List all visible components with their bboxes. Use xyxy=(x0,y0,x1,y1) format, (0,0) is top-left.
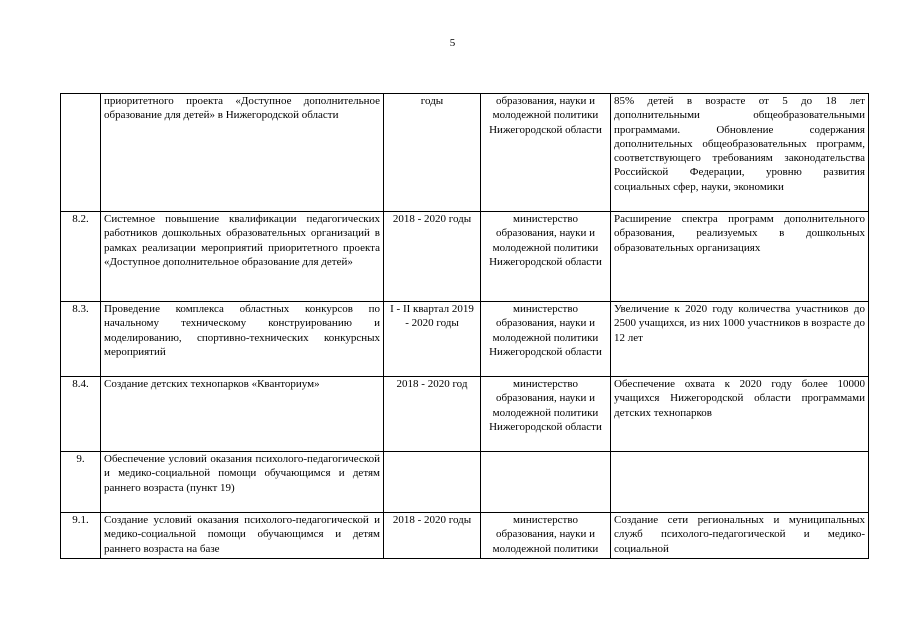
row-number: 8.3. xyxy=(61,302,101,377)
result-cell: Увеличение к 2020 году количества участников до 2500 учащихся, из них 1000 участников в возрасте до 12 лет xyxy=(611,302,869,377)
activity-cell: Проведение комплекса областных конкурсов по начальному техническому конструированию и моделированию, спортивно-технических конкурсных мероприятий xyxy=(101,302,384,377)
term-cell xyxy=(384,452,481,513)
page-number: 5 xyxy=(449,37,456,49)
result-cell: Обеспечение охвата к 2020 году более 10000 учащихся Нижегородской области программами детских технопарков xyxy=(611,377,869,452)
executor-cell: министерство образования, науки и молодежной политики Нижегородской области xyxy=(481,212,611,302)
table-row xyxy=(61,513,869,559)
activity-table xyxy=(60,93,869,559)
table-row xyxy=(61,452,869,513)
row-number xyxy=(61,94,101,212)
term-cell: I - II квартал 2019 - 2020 годы xyxy=(384,302,481,377)
table-row xyxy=(61,302,869,377)
term-cell: 2018 - 2020 годы xyxy=(384,212,481,302)
activity-cell: Создание детских технопарков «Кванториум» xyxy=(101,377,384,452)
result-cell: Расширение спектра программ дополнительного образования, реализуемых в дошкольных образовательных организациях xyxy=(611,212,869,302)
activity-cell: Системное повышение квалификации педагогических работников дошкольных образовательных организаций в рамках реализации мероприятий приоритетного проекта «Доступное дополнительное образование для детей» xyxy=(101,212,384,302)
table-row xyxy=(61,377,869,452)
executor-cell: образования, науки и молодежной политики Нижегородской области xyxy=(481,94,611,212)
executor-cell: министерство образования, науки и молодежной политики xyxy=(481,513,611,559)
result-cell: 85% детей в возрасте от 5 до 18 лет дополнительными общеобразовательными программами. Обновление содержания дополнительных общеобразовательных программ, соответствующего требованиям законодательства Российской Федерации, уровню развития социальных сфер, науки, экономики xyxy=(611,94,869,212)
result-cell: Создание сети региональных и муниципальных служб психолого-педагогической и медико-социальной xyxy=(611,513,869,559)
row-number: 9. xyxy=(61,452,101,513)
executor-cell xyxy=(481,452,611,513)
table-row xyxy=(61,212,869,302)
activity-cell: приоритетного проекта «Доступное дополнительное образование для детей» в Нижегородской области xyxy=(101,94,384,212)
executor-cell: министерство образования, науки и молодежной политики Нижегородской области xyxy=(481,377,611,452)
row-number: 8.4. xyxy=(61,377,101,452)
executor-cell: министерство образования, науки и молодежной политики Нижегородской области xyxy=(481,302,611,377)
table-row xyxy=(61,94,869,212)
activity-cell: Создание условий оказания психолого-педагогической и медико-социальной помощи обучающимся и детям раннего возраста на базе xyxy=(101,513,384,559)
activity-cell: Обеспечение условий оказания психолого-педагогической и медико-социальной помощи обучающимся и детям раннего возраста (пункт 19) xyxy=(101,452,384,513)
result-cell xyxy=(611,452,869,513)
term-cell: 2018 - 2020 годы xyxy=(384,513,481,559)
term-cell: годы xyxy=(384,94,481,212)
term-cell: 2018 - 2020 год xyxy=(384,377,481,452)
row-number: 9.1. xyxy=(61,513,101,559)
row-number: 8.2. xyxy=(61,212,101,302)
